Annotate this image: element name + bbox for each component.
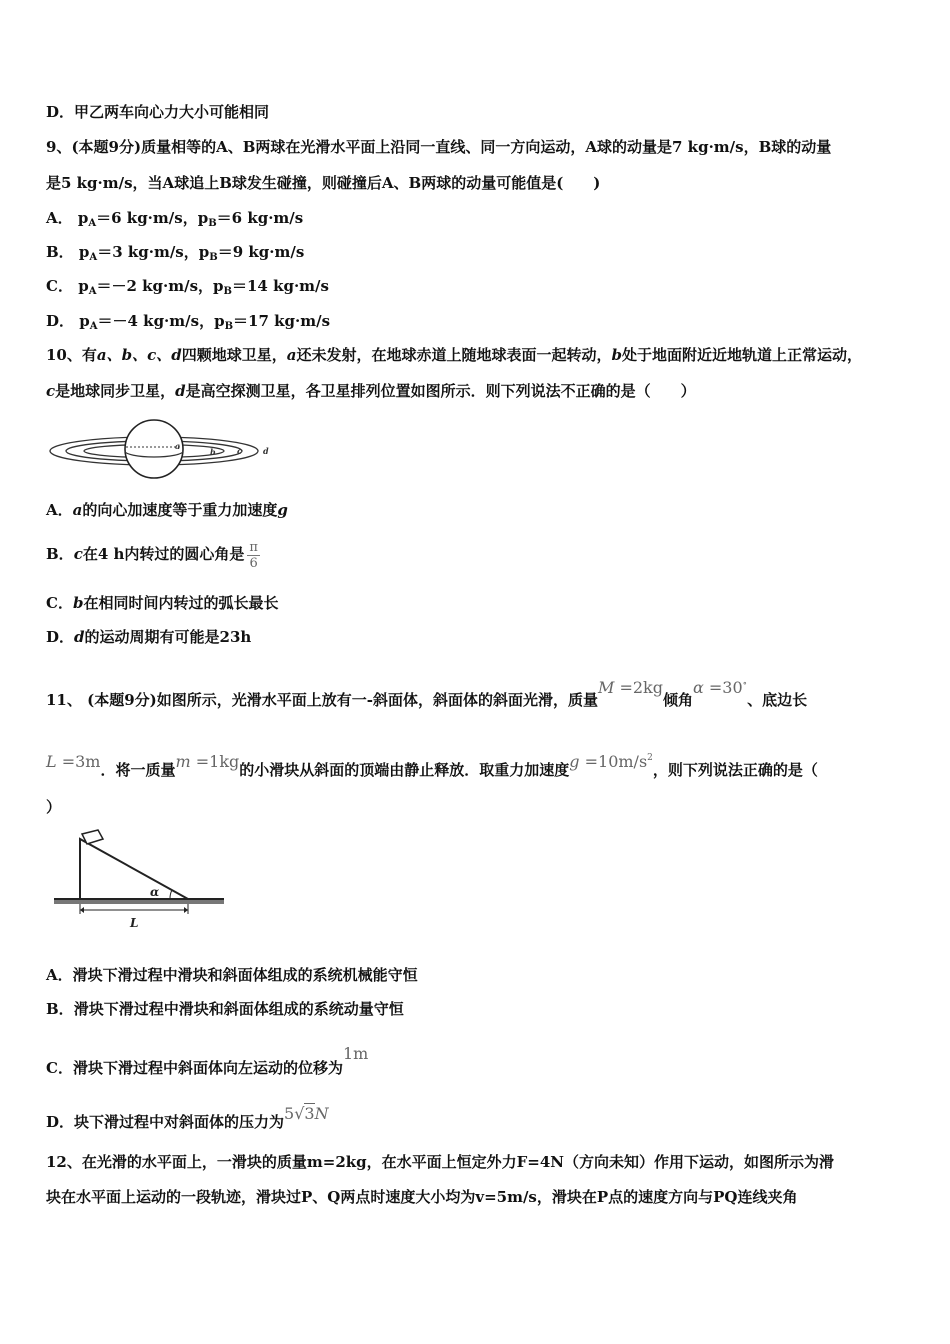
- math-L: [46, 752, 100, 771]
- stem-text: (本题9分)如图所示，光滑水平面上放有一-斜面体，斜面体的斜面光滑，质量: [81, 691, 598, 709]
- stem-text: 在光滑的水平面上，一滑块的质量m=2kg，在水平面上恒定外力F=4N（方向未知）作用下运动，如图所示为滑: [81, 1153, 835, 1171]
- q8-option-d: [46, 102, 269, 122]
- p-symbol: p: [213, 277, 224, 295]
- math-alpha: [693, 678, 747, 697]
- label-d: d: [263, 446, 269, 456]
- stem-text: 、底边长: [747, 691, 808, 709]
- option-text: 甲乙两车向心力大小可能相同: [74, 103, 270, 121]
- base-label: L: [130, 916, 139, 930]
- option-label: D．: [46, 103, 75, 121]
- option-label: A．: [46, 966, 73, 984]
- math-m: [175, 752, 239, 771]
- stem-text: 四颗地球卫星，: [181, 346, 287, 364]
- sub-a: A: [89, 252, 98, 263]
- sub-b: B: [223, 286, 232, 297]
- stem-text: 是高空探测卫星，各卫星排列位置如图所示．则下列说法不正确的是（ ）: [185, 382, 696, 400]
- p-symbol: p: [77, 209, 89, 227]
- fraction-denominator: 6: [249, 555, 258, 571]
- math-g: [569, 752, 653, 771]
- q11-option-a: [46, 965, 418, 985]
- math-sup: 2: [647, 753, 653, 763]
- option-text: 滑块下滑过程中滑块和斜面体组成的系统机械能守恒: [72, 966, 418, 984]
- option-label: C．: [46, 1059, 73, 1077]
- option-var: c: [73, 545, 83, 563]
- var-b: b: [611, 346, 622, 364]
- q10-stem-line1: [46, 345, 862, 365]
- q9-stem-line1: [46, 137, 831, 157]
- math-unit: N: [314, 1104, 329, 1123]
- q11-stem-line1: [46, 664, 807, 720]
- p-symbol: p: [79, 312, 90, 330]
- math-var: g: [569, 752, 580, 771]
- var-c: c: [46, 382, 56, 400]
- stem-text: 处于地面附近近地轨道上正常运动，: [622, 346, 863, 364]
- sub-a: A: [88, 286, 97, 297]
- slider-block: [82, 830, 103, 844]
- satellite-orbits-figure: [46, 418, 276, 484]
- label-a: a: [175, 441, 181, 451]
- question-number: 9、: [46, 138, 72, 156]
- option-text: 滑块下滑过程中滑块和斜面体组成的系统动量守恒: [73, 1000, 404, 1018]
- sub-b: B: [224, 321, 234, 332]
- option-text: 在相同时间内转过的弧长最长: [83, 594, 279, 612]
- option-label: D．: [46, 628, 75, 646]
- q10-stem-line2: [46, 381, 696, 401]
- fraction: [247, 540, 260, 571]
- stem-text: 块在水平面上运动的一段轨迹，滑块过P、Q两点时速度大小均为v=5m/s，滑块在P点的速度方向与PQ连线夹角: [46, 1188, 798, 1206]
- q9-option-d: [46, 311, 330, 337]
- question-number: 12、: [46, 1153, 82, 1171]
- stem-text: (本题9分)质量相等的A、B两球在光滑水平面上沿同一直线、同一方向运动，A球的动量是7 kg·m/s，B球的动量: [71, 138, 832, 156]
- math-var: M: [597, 678, 615, 697]
- pa-value: ＝6 kg·m/s，: [96, 209, 198, 227]
- option-text: 的运动周期有可能是23h: [84, 628, 252, 646]
- q9-option-c: [46, 276, 329, 302]
- option-var: d: [74, 628, 85, 646]
- label-c: c: [237, 446, 242, 456]
- option-label: D．: [46, 1113, 75, 1131]
- stem-text: 是5 kg·m/s，当A球追上B球发生碰撞，则碰撞后A、B两球的动量可能值是( ): [46, 174, 601, 192]
- q11-stem-line2: [46, 738, 818, 790]
- math-coef: 5: [284, 1104, 295, 1123]
- q9-option-a: [46, 208, 303, 234]
- option-label: D．: [46, 312, 75, 330]
- p-symbol: p: [214, 312, 225, 330]
- pa-value: ＝－2 kg·m/s，: [96, 277, 214, 295]
- math-displacement: 1m: [342, 1044, 369, 1063]
- question-number: 10、: [46, 346, 82, 364]
- dim-arrow-left: [80, 907, 84, 913]
- q11-option-c: [46, 1034, 368, 1088]
- question-number: 11、: [46, 691, 82, 709]
- math-var: m: [175, 752, 191, 771]
- p-symbol: p: [78, 243, 90, 261]
- math-var: α: [692, 678, 704, 697]
- q12-stem-line2: [46, 1187, 798, 1207]
- q10-option-d: [46, 627, 251, 647]
- q10-option-b: [46, 536, 260, 572]
- fraction-numerator: π: [249, 539, 258, 555]
- sub-a: A: [89, 321, 98, 332]
- option-text: 块下滑过程中对斜面体的压力为: [74, 1113, 285, 1131]
- option-var: a: [72, 501, 83, 519]
- math-radicand: 3: [304, 1104, 315, 1123]
- option-label: B．: [46, 1000, 74, 1018]
- vars-list: a、b、c、d: [96, 346, 182, 364]
- option-text: 在4 h内转过的圆心角是: [82, 545, 245, 563]
- q11-option-b: [46, 999, 404, 1019]
- option-label: B．: [46, 545, 74, 563]
- pb-value: ＝9 kg·m/s: [217, 243, 305, 261]
- math-rest: =2kg: [614, 678, 663, 697]
- q11-option-d: [46, 1094, 329, 1142]
- pa-value: ＝－4 kg·m/s，: [97, 312, 215, 330]
- option-text: 的向心加速度等于重力加速度: [82, 501, 278, 519]
- option-text: 滑块下滑过程中斜面体向左运动的位移为: [72, 1059, 343, 1077]
- math-force: [284, 1103, 329, 1123]
- stem-text: 是地球同步卫星，: [55, 382, 176, 400]
- pb-value: ＝17 kg·m/s: [233, 312, 331, 330]
- sub-b: B: [209, 252, 218, 263]
- q9-stem-line2: [46, 173, 600, 193]
- math-sup: ∘: [742, 679, 748, 689]
- math-rest: =30: [703, 678, 743, 697]
- option-var: b: [72, 594, 84, 612]
- q9-option-b: [46, 242, 304, 268]
- pa-value: ＝3 kg·m/s，: [97, 243, 199, 261]
- option-label: C．: [46, 277, 73, 295]
- dim-arrow-right: [184, 907, 188, 913]
- math-M: [598, 678, 663, 697]
- stem-text: ，则下列说法正确的是（: [652, 761, 818, 779]
- option-label: A．: [46, 209, 73, 227]
- var-d: d: [175, 382, 186, 400]
- stem-text: ）: [46, 798, 62, 816]
- sub-b: B: [208, 218, 217, 229]
- stem-text: ．将一质量: [100, 761, 176, 779]
- stem-text: 的小滑块从斜面的顶端由静止释放．取重力加速度: [239, 761, 570, 779]
- var-a: a: [286, 346, 297, 364]
- math-rest: =3m: [56, 752, 101, 771]
- q11-stem-close: [46, 797, 61, 817]
- sub-a: A: [88, 218, 97, 229]
- option-var-g: g: [277, 501, 288, 519]
- math-rest: =1kg: [190, 752, 240, 771]
- sqrt-sign: √: [294, 1104, 305, 1123]
- q12-stem-line1: [46, 1152, 834, 1172]
- stem-text: 还未发射，在地球赤道上随地球表面一起转动，: [296, 346, 612, 364]
- pb-value: ＝14 kg·m/s: [231, 277, 329, 295]
- math-rest: =10m/s: [579, 752, 648, 771]
- p-symbol: p: [78, 277, 89, 295]
- pb-value: ＝6 kg·m/s: [216, 209, 304, 227]
- p-symbol: p: [198, 243, 210, 261]
- stem-text: 倾角: [662, 691, 693, 709]
- option-label: B．: [46, 243, 74, 261]
- p-symbol: p: [197, 209, 209, 227]
- incline-figure: [54, 826, 230, 936]
- option-label: C．: [46, 594, 73, 612]
- q10-option-a: [46, 500, 288, 520]
- stem-text: 有: [81, 346, 97, 364]
- q10-option-c: [46, 593, 278, 613]
- alpha-label: α: [150, 885, 160, 899]
- label-b: b: [210, 447, 216, 457]
- option-label: A．: [46, 501, 73, 519]
- math-var: L: [46, 752, 57, 771]
